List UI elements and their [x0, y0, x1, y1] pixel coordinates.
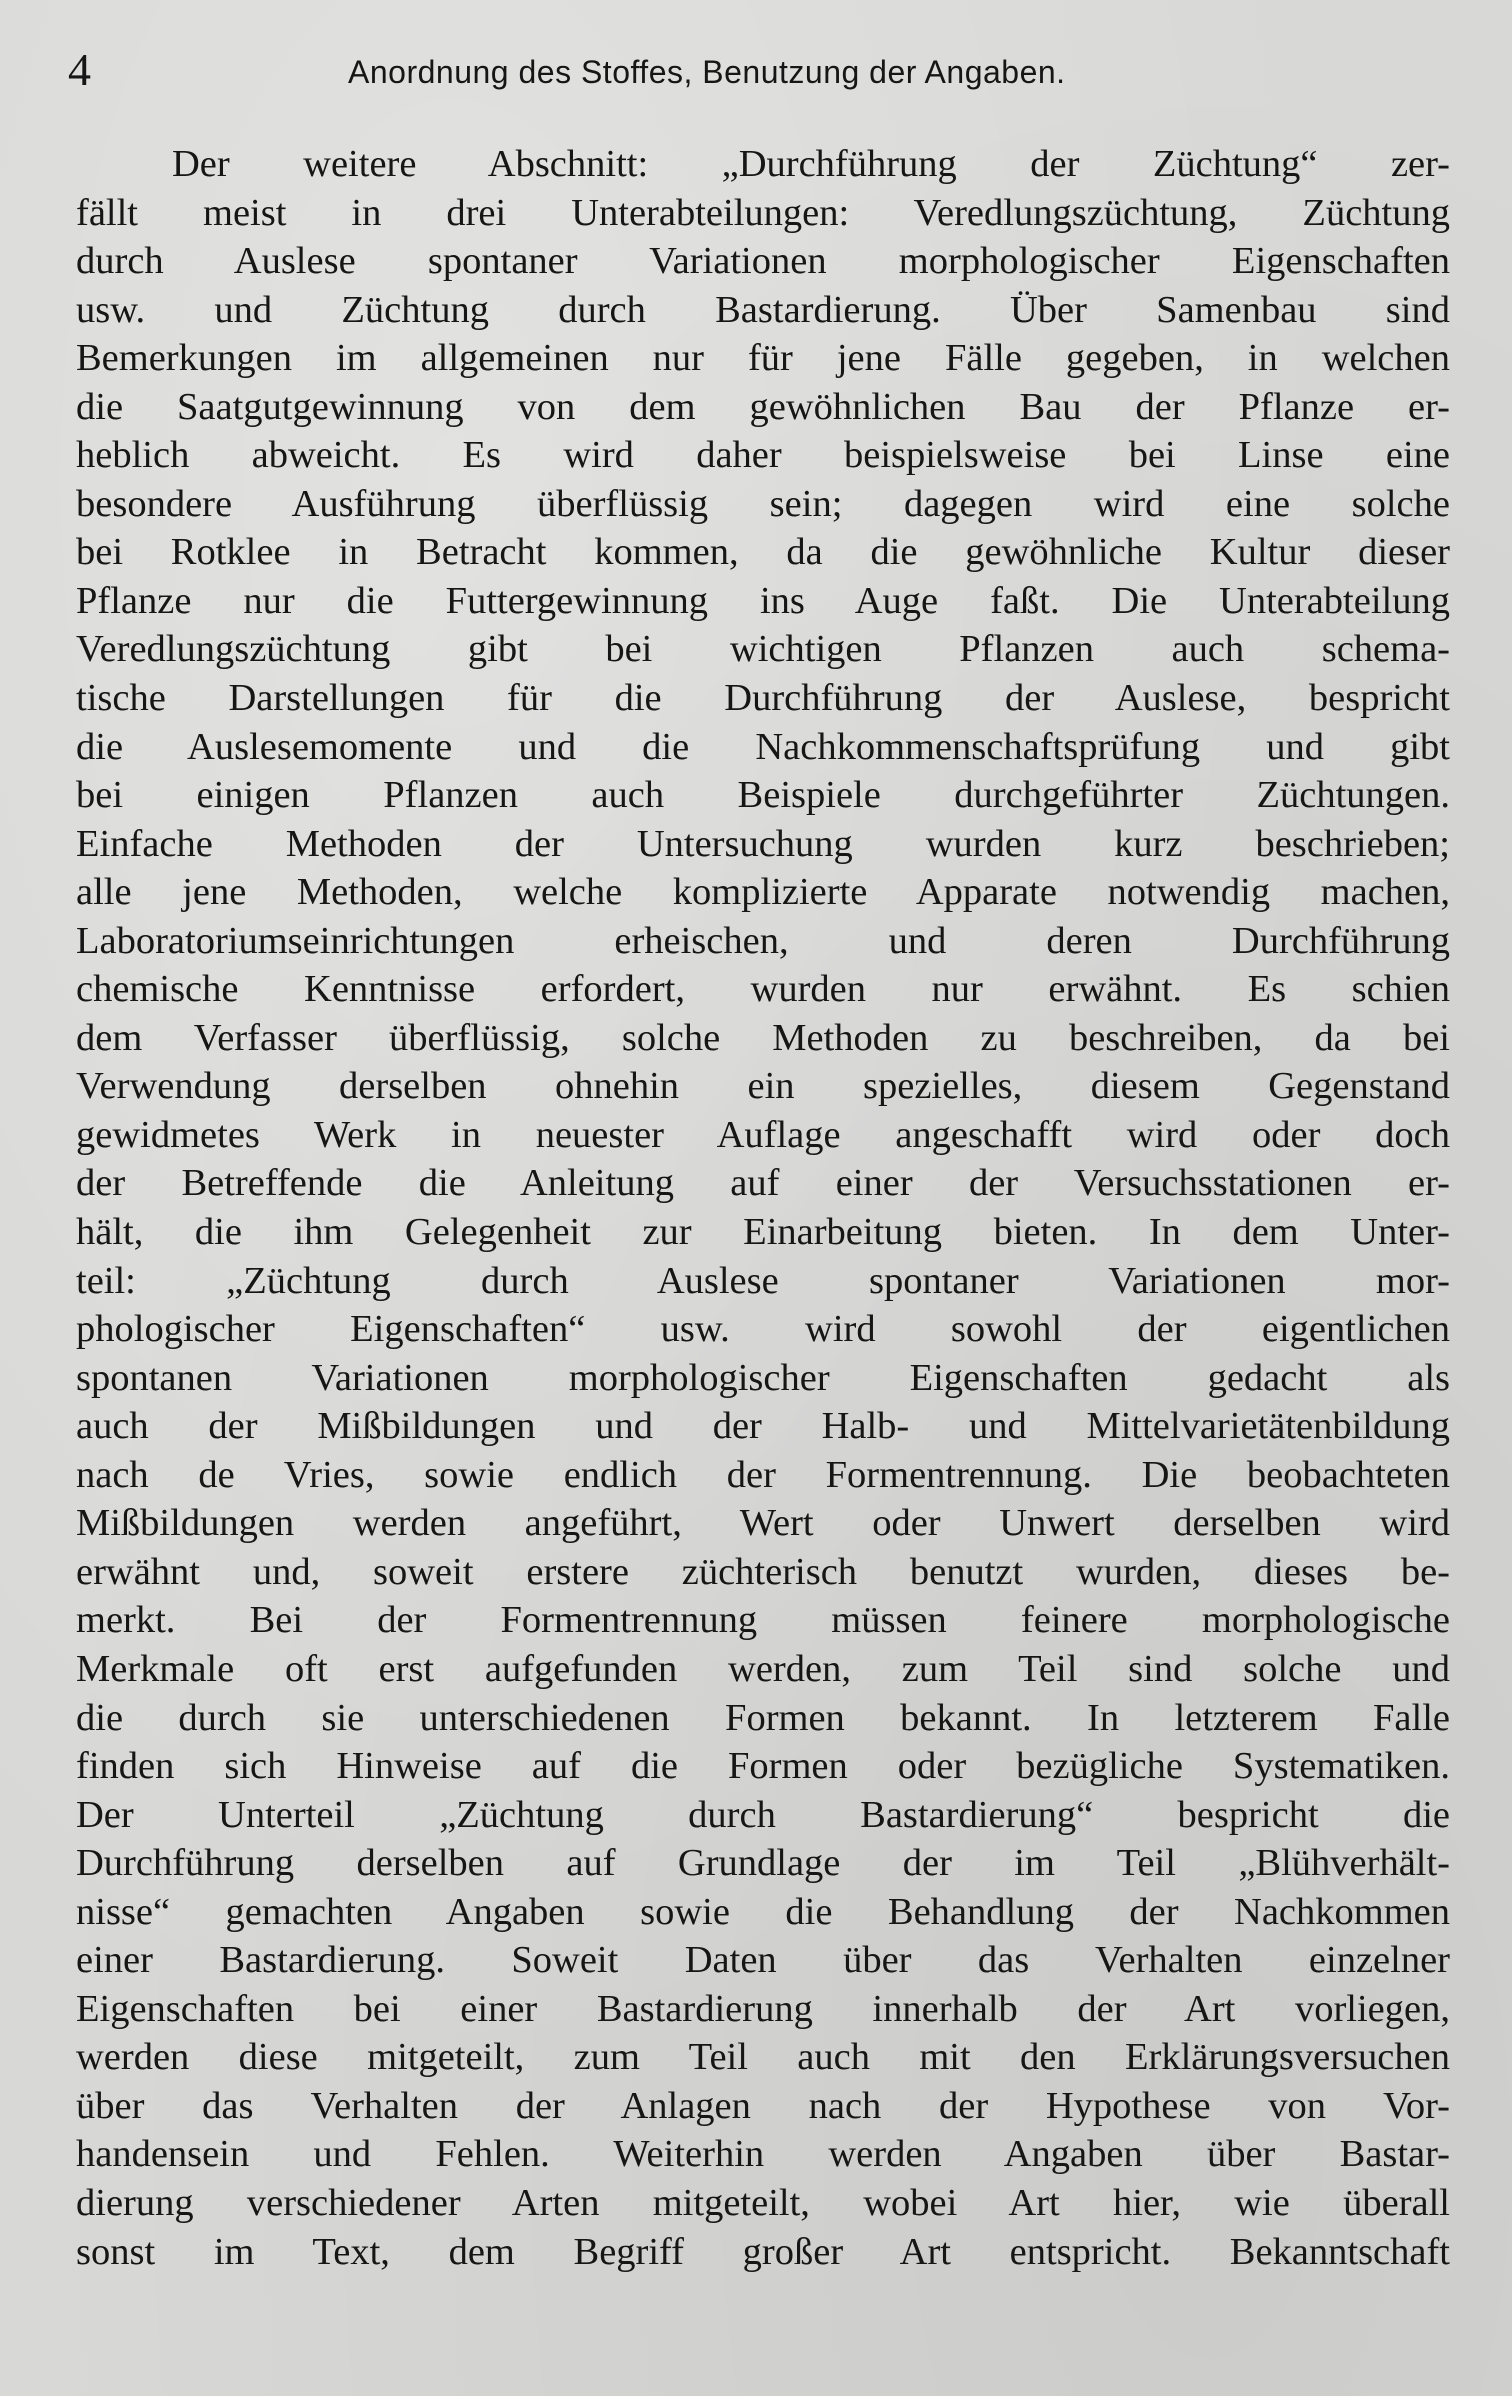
- text-line: bei Rotklee in Betracht kommen, da die gewöhnliche Kultur dieser: [76, 531, 1450, 574]
- text-line: Pflanze nur die Futtergewinnung ins Auge faßt. Die Unterabteilung: [76, 579, 1450, 622]
- text-line: fällt meist in drei Unterabteilungen: Veredlungszüchtung, Züchtung: [76, 191, 1450, 234]
- text-line: Der Unterteil „Züchtung durch Bastardierung“ bespricht die: [76, 1793, 1450, 1836]
- text-line: nach de Vries, sowie endlich der Formentrennung. Die beobachteten: [76, 1453, 1450, 1496]
- text-line: Veredlungszüchtung gibt bei wichtigen Pflanzen auch schema-: [76, 628, 1450, 671]
- body-paragraph: [76, 140, 1450, 2276]
- text-line: die durch sie unterschiedenen Formen bekannt. In letzterem Falle: [76, 1696, 1450, 1739]
- text-line: Verwendung derselben ohnehin ein spezielles, diesem Gegenstand: [76, 1065, 1450, 1108]
- text-line: Eigenschaften bei einer Bastardierung innerhalb der Art vorliegen,: [76, 1987, 1450, 2030]
- page-header: [68, 40, 1448, 100]
- text-line: alle jene Methoden, welche komplizierte Apparate notwendig machen,: [76, 871, 1450, 914]
- text-line: merkt. Bei der Formentrennung müssen feinere morphologische: [76, 1599, 1450, 1642]
- text-line: auch der Mißbildungen und der Halb- und Mittelvarietätenbildung: [76, 1405, 1450, 1448]
- text-line: spontanen Variationen morphologischer Eigenschaften gedacht als: [76, 1356, 1450, 1399]
- text-line: einer Bastardierung. Soweit Daten über das Verhalten einzelner: [76, 1939, 1450, 1982]
- text-line: Laboratoriumseinrichtungen erheischen, und deren Durchführung: [76, 919, 1450, 962]
- text-line: chemische Kenntnisse erfordert, wurden nur erwähnt. Es schien: [76, 968, 1450, 1011]
- text-line: usw. und Züchtung durch Bastardierung. Über Samenbau sind: [76, 288, 1450, 331]
- running-title: Anordnung des Stoffes, Benutzung der Angaben.: [348, 54, 1066, 90]
- text-line: dem Verfasser überflüssig, solche Methoden zu beschreiben, da bei: [76, 1016, 1450, 1059]
- text-line: der Betreffende die Anleitung auf einer der Versuchsstationen er-: [76, 1162, 1450, 1205]
- text-line: Einfache Methoden der Untersuchung wurden kurz beschrieben;: [76, 822, 1450, 865]
- text-line: nisse“ gemachten Angaben sowie die Behandlung der Nachkommen: [76, 1890, 1450, 1933]
- text-line: über das Verhalten der Anlagen nach der Hypothese von Vor-: [76, 2084, 1450, 2127]
- text-line: die Auslesemomente und die Nachkommenschaftsprüfung und gibt: [76, 725, 1450, 768]
- text-line: erwähnt und, soweit erstere züchterisch benutzt wurden, dieses be-: [76, 1550, 1450, 1593]
- text-line: phologischer Eigenschaften“ usw. wird sowohl der eigentlichen: [76, 1308, 1450, 1351]
- text-line: Mißbildungen werden angeführt, Wert oder Unwert derselben wird: [76, 1502, 1450, 1545]
- text-line: heblich abweicht. Es wird daher beispielsweise bei Linse eine: [76, 434, 1450, 477]
- text-line: handensein und Fehlen. Weiterhin werden Angaben über Bastar-: [76, 2133, 1450, 2176]
- text-line: hält, die ihm Gelegenheit zur Einarbeitung bieten. In dem Unter-: [76, 1211, 1450, 1254]
- text-line: tische Darstellungen für die Durchführung der Auslese, bespricht: [76, 677, 1450, 720]
- text-line: gewidmetes Werk in neuester Auflage angeschafft wird oder doch: [76, 1113, 1450, 1156]
- text-line: dierung verschiedener Arten mitgeteilt, wobei Art hier, wie überall: [76, 2181, 1450, 2224]
- text-line: sonst im Text, dem Begriff großer Art entspricht. Bekanntschaft: [76, 2230, 1450, 2273]
- text-line: Der weitere Abschnitt: „Durchführung der Züchtung“ zer-: [172, 143, 1450, 185]
- page-number: 4: [68, 44, 91, 95]
- text-line: besondere Ausführung überflüssig sein; dagegen wird eine solche: [76, 482, 1450, 525]
- text-line: finden sich Hinweise auf die Formen oder bezügliche Systematiken.: [76, 1745, 1450, 1788]
- text-line: Bemerkungen im allgemeinen nur für jene Fälle gegeben, in welchen: [76, 337, 1450, 380]
- text-line: Merkmale oft erst aufgefunden werden, zum Teil sind solche und: [76, 1647, 1450, 1690]
- text-line: Durchführung derselben auf Grundlage der im Teil „Blühverhält-: [76, 1842, 1450, 1885]
- text-line: durch Auslese spontaner Variationen morphologischer Eigenschaften: [76, 240, 1450, 283]
- text-line: werden diese mitgeteilt, zum Teil auch mit den Erklärungsversuchen: [76, 2036, 1450, 2079]
- text-line: die Saatgutgewinnung von dem gewöhnlichen Bau der Pflanze er-: [76, 385, 1450, 428]
- text-line: bei einigen Pflanzen auch Beispiele durchgeführter Züchtungen.: [76, 774, 1450, 817]
- text-line: teil: „Züchtung durch Auslese spontaner Variationen mor-: [76, 1259, 1450, 1302]
